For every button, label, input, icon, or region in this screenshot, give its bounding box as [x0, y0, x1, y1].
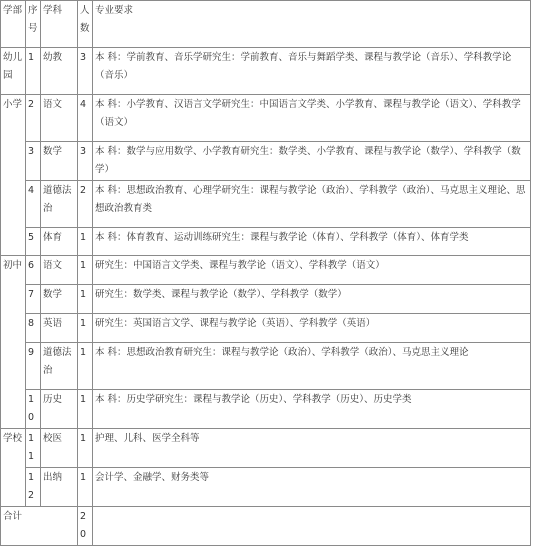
count-cell: 3 — [78, 48, 93, 95]
no-cell: 8 — [26, 314, 41, 343]
subject-cell: 校医 — [41, 429, 78, 468]
no-cell: 5 — [26, 228, 41, 256]
subject-cell: 数学 — [41, 285, 78, 314]
count-cell: 1 — [78, 314, 93, 343]
dept-cell: 初中 — [1, 256, 26, 429]
count-cell: 3 — [78, 142, 93, 181]
subject-cell: 英语 — [41, 314, 78, 343]
subject-cell: 体育 — [41, 228, 78, 256]
requirement-cell: 本 科：小学教育、汉语言文学研究生：中国语言文学类、小学教育、课程与教学论（语文）、学科教学（语文） — [93, 95, 531, 142]
table-row — [1, 343, 531, 390]
table-row — [1, 95, 531, 142]
table-row — [1, 142, 531, 181]
header-count: 人数 — [78, 1, 93, 48]
count-cell: 1 — [78, 390, 93, 429]
header-row — [1, 1, 531, 48]
subject-cell: 道德法治 — [41, 343, 78, 390]
subject-cell: 道德法治 — [41, 181, 78, 228]
table-row — [1, 285, 531, 314]
header-no: 序号 — [26, 1, 41, 48]
header-requirement: 专业要求 — [93, 1, 531, 48]
no-cell: 9 — [26, 343, 41, 390]
subject-cell: 语文 — [41, 256, 78, 285]
subject-cell: 语文 — [41, 95, 78, 142]
requirement-cell: 本 科：体育教育、运动训练研究生：课程与教学论（体育）、学科教学（体育）、体育学类 — [93, 228, 531, 256]
total-label: 合计 — [1, 507, 78, 546]
subject-cell: 数学 — [41, 142, 78, 181]
table-row — [1, 228, 531, 256]
total-count: 20 — [78, 507, 93, 546]
requirement-cell: 护理、儿科、医学全科等 — [93, 429, 531, 468]
subject-cell: 历史 — [41, 390, 78, 429]
no-cell: 12 — [26, 468, 41, 507]
subject-cell: 幼教 — [41, 48, 78, 95]
table-row — [1, 256, 531, 285]
table-row — [1, 429, 531, 468]
header-subject: 学科 — [41, 1, 78, 48]
requirement-cell: 本 科：数学与应用数学、小学教育研究生：数学类、小学教育、课程与教学论（数学）、学科教学（数学） — [93, 142, 531, 181]
count-cell: 1 — [78, 285, 93, 314]
count-cell: 1 — [78, 429, 93, 468]
table-row — [1, 314, 531, 343]
total-empty-cell — [93, 507, 531, 546]
no-cell: 6 — [26, 256, 41, 285]
count-cell: 2 — [78, 181, 93, 228]
requirement-cell: 研究生：数学类、课程与教学论（数学）、学科教学（数学） — [93, 285, 531, 314]
no-cell: 1 — [26, 48, 41, 95]
no-cell: 10 — [26, 390, 41, 429]
count-cell: 1 — [78, 228, 93, 256]
requirement-cell: 本 科：思想政治教育研究生：课程与教学论（政治）、学科教学（政治）、马克思主义理论 — [93, 343, 531, 390]
count-cell: 1 — [78, 256, 93, 285]
count-cell: 4 — [78, 95, 93, 142]
no-cell: 7 — [26, 285, 41, 314]
header-dept: 学部 — [1, 1, 26, 48]
requirement-cell: 研究生：中国语言文学类、课程与教学论（语文）、学科教学（语文） — [93, 256, 531, 285]
table-row — [1, 48, 531, 95]
count-cell: 1 — [78, 343, 93, 390]
no-cell: 3 — [26, 142, 41, 181]
table-row — [1, 390, 531, 429]
no-cell: 11 — [26, 429, 41, 468]
total-row — [1, 507, 531, 546]
dept-cell: 学校 — [1, 429, 26, 507]
requirement-cell: 本 科：历史学研究生：课程与教学论（历史）、学科教学（历史）、历史学类 — [93, 390, 531, 429]
requirement-cell: 会计学、金融学、财务类等 — [93, 468, 531, 507]
requirement-cell: 研究生：英国语言文学、课程与教学论（英语）、学科教学（英语） — [93, 314, 531, 343]
table-row — [1, 468, 531, 507]
no-cell: 4 — [26, 181, 41, 228]
count-cell: 1 — [78, 468, 93, 507]
table-row — [1, 181, 531, 228]
requirement-cell: 本 科：学前教育、音乐学研究生：学前教育、音乐与舞蹈学类、课程与教学论（音乐）、学科教学论（音乐） — [93, 48, 531, 95]
subject-cell: 出纳 — [41, 468, 78, 507]
dept-cell: 幼儿园 — [1, 48, 26, 95]
requirement-cell: 本 科：思想政治教育、心理学研究生：课程与教学论（政治）、学科教学（政治）、马克思主义理论、思想政治教育类 — [93, 181, 531, 228]
no-cell: 2 — [26, 95, 41, 142]
dept-cell: 小学 — [1, 95, 26, 256]
